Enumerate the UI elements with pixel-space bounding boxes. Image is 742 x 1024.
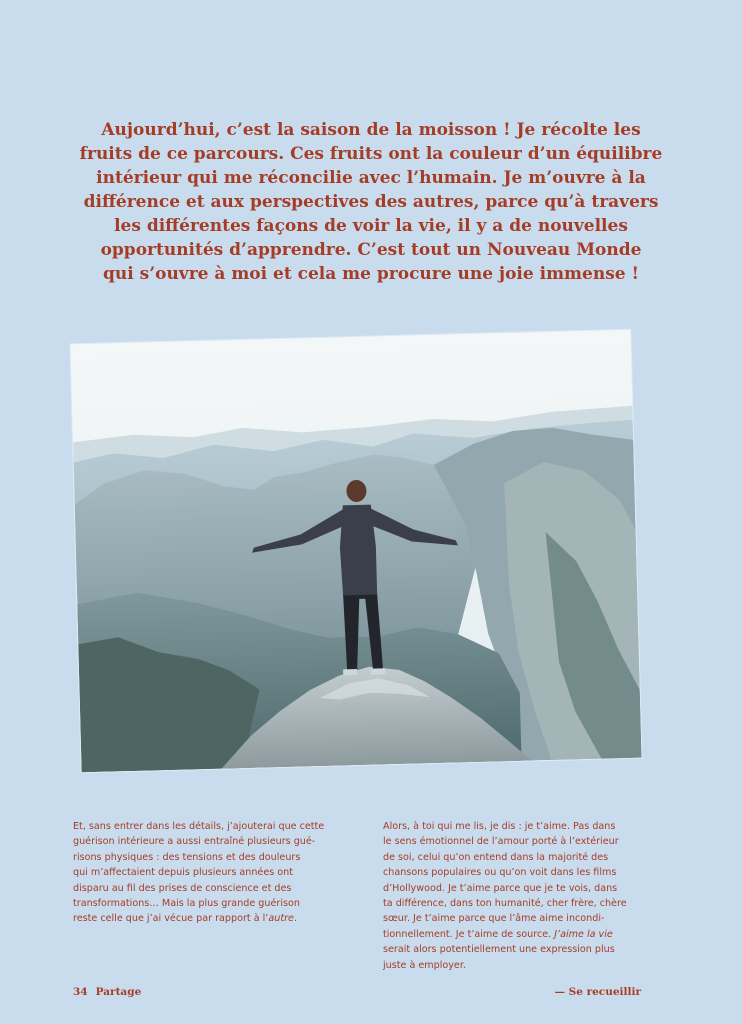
- body-line: ta différence, dans ton humanité, cher frère, chère: [383, 898, 627, 910]
- footer-section: — Se recueillir: [554, 986, 641, 998]
- mountain-photo: [70, 330, 641, 773]
- pull-quote-line: fruits de ce parcours. Ces fruits ont la couleur d’un équilibre: [79, 144, 663, 164]
- body-line: qui m’affectaient depuis plusieurs années ont: [73, 867, 294, 879]
- page-number: 34: [73, 986, 88, 998]
- body-line: sœur. Je t’aime parce que l’âme aime incondi-: [383, 913, 605, 925]
- body-line-last: juste à employer.: [383, 959, 466, 971]
- body-text: tionnellement. Je t’aime de source.: [383, 928, 555, 940]
- footer-folio: [73, 986, 141, 998]
- body-line: [383, 927, 641, 942]
- body-line: Et, sans entrer dans les détails, j’ajouterai que cette: [73, 821, 325, 832]
- body-line: Alors, à toi qui me lis, je dis : je t’aime. Pas dans: [383, 821, 616, 832]
- body-line: transformations… Mais la plus grande guérison: [73, 898, 300, 910]
- body-line: disparu au fil des prises de conscience et des: [73, 882, 292, 894]
- pull-quote: [60, 118, 682, 286]
- body-line: chansons populaires ou qu’on voit dans les films: [383, 867, 617, 879]
- pull-quote-line: les différentes façons de voir la vie, il y a de nouvelles: [114, 216, 628, 236]
- body-line: de soi, celui qu’on entend dans la majorité des: [383, 851, 609, 863]
- pull-quote-line: Aujourd’hui, c’est la saison de la moisson ! Je récolte les: [101, 120, 641, 140]
- body-text: .: [293, 913, 298, 925]
- body-line: serait alors potentiellement une expression plus: [383, 944, 615, 956]
- pull-quote-line: opportunités d’apprendre. C’est tout un Nouveau Monde: [100, 240, 642, 260]
- mountain-photo-illustration: [70, 330, 641, 773]
- text-column-right: [383, 819, 641, 973]
- body-text: reste celle que j’ai vécue par rapport à l’: [73, 913, 269, 925]
- body-line: guérison intérieure a aussi entraîné plusieurs gué-: [73, 836, 316, 848]
- pull-quote-line: différence et aux perspectives des autres, parce qu’à travers: [83, 192, 659, 212]
- pull-quote-line: qui s’ouvre à moi et cela me procure une joie immense !: [103, 264, 639, 284]
- text-column-left: [73, 819, 331, 927]
- magazine-name: Partage: [95, 986, 142, 998]
- body-line-last: [73, 911, 331, 926]
- body-line: le sens émotionnel de l’amour porté à l’extérieur: [383, 836, 619, 848]
- body-line: d’Hollywood. Je t’aime parce que je te vois, dans: [383, 882, 618, 894]
- pull-quote-line: intérieur qui me réconcilie avec l’humain. Je m’ouvre à la: [96, 168, 646, 188]
- body-line: risons physiques : des tensions et des douleurs: [73, 851, 301, 863]
- italic-word: autre: [268, 913, 294, 925]
- italic-phrase: J’aime la vie: [554, 928, 613, 940]
